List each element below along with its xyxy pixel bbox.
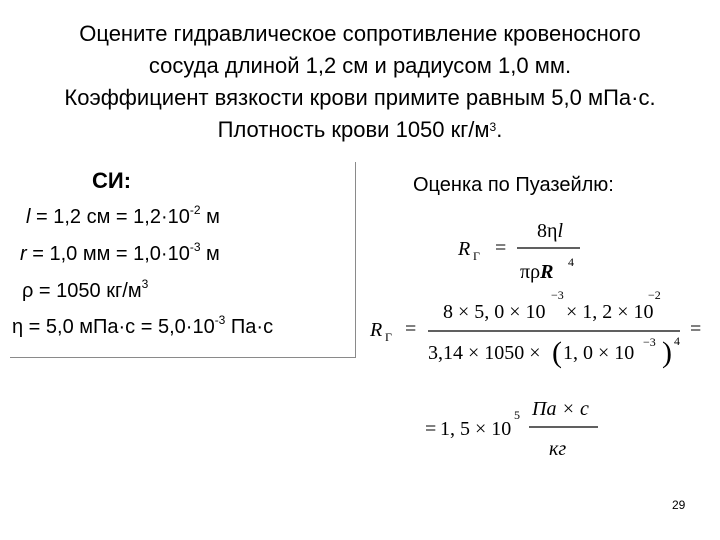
si-viscosity-unit: Па·с [225,316,274,338]
f1-num [537,220,563,242]
si-viscosity-exp: -3 [214,313,226,327]
f2-den-paren-open: ( [552,336,562,369]
f1-den [520,261,553,283]
problem-line-3: Коэффициент вязкости крови примите равным 5,0 мПа·с. [64,85,656,110]
problem-line-4-end: . [496,117,503,142]
f2-den-b-exp: −3 [643,335,656,349]
f2-lhs-sub: Г [385,330,392,344]
f2-num-b: × 1, 2 × 10 [566,301,654,323]
f1-den-exp: 4 [568,255,574,269]
si-length-exp: -2 [189,203,201,217]
problem-line-2: сосуда длиной 1,2 см и радиусом 1,0 мм. [148,53,572,78]
page-number: 29 [672,498,686,512]
f2-num-a: 8 × 5, 0 × 10 [443,301,546,323]
f3-coef: 1, 5 × 10 [440,418,512,440]
f2-den-b: 1, 0 × 10 [563,342,635,364]
f2-num-a-exp: −3 [551,288,564,302]
si-length-text: = 1,2 см = 1,2·10 [30,206,190,228]
f2-eq: = [405,318,417,340]
f1-lhs-sub: Г [473,249,480,263]
si-radius-text: = 1,0 мм = 1,0·10 [26,243,190,265]
f3-coef-exp: 5 [514,408,520,422]
formula-result [425,398,598,460]
f1-den-text: πρ [520,261,541,283]
si-density-exp: 3 [141,277,149,291]
f3-unit-den: кг [549,438,567,460]
f2-den-exp: 4 [674,334,680,348]
formula-substitution [369,288,701,369]
poiseuille-title: Оценка по Пуазейлю: [413,174,614,196]
f3-unit-num: Па × с [532,398,589,420]
si-density-text: ρ = 1050 кг/м [22,280,142,302]
problem-line-4-sup: 3 [489,120,497,134]
si-length-unit: м [200,206,220,228]
problem-line-1: Оцените гидравлическое сопротивление кровеносного [79,21,641,46]
si-title: СИ: [92,168,132,193]
si-radius-var: r [20,243,27,265]
si-radius-exp: -3 [189,240,201,254]
f1-den-var: R [540,261,554,283]
f1-lhs: R [458,238,471,260]
f3-eq: = [425,418,437,440]
f2-num-b-exp: −2 [648,288,661,302]
f1-num-var: l [557,220,564,242]
f2-lhs: R [370,319,383,341]
si-viscosity-text: η = 5,0 мПа·с = 5,0·10 [12,316,215,338]
si-radius-unit: м [200,243,220,265]
si-length-var: l [26,206,31,228]
f1-eq: = [495,237,507,259]
f2-den-a: 3,14 × 1050 × [428,342,541,364]
problem-line-4-text: Плотность крови 1050 кг/м [217,117,490,142]
f2-den-paren-close: ) [662,336,672,369]
formula-general [457,220,580,283]
f1-num-coef: 8η [537,220,558,242]
f2-trail-eq: = [690,318,702,340]
